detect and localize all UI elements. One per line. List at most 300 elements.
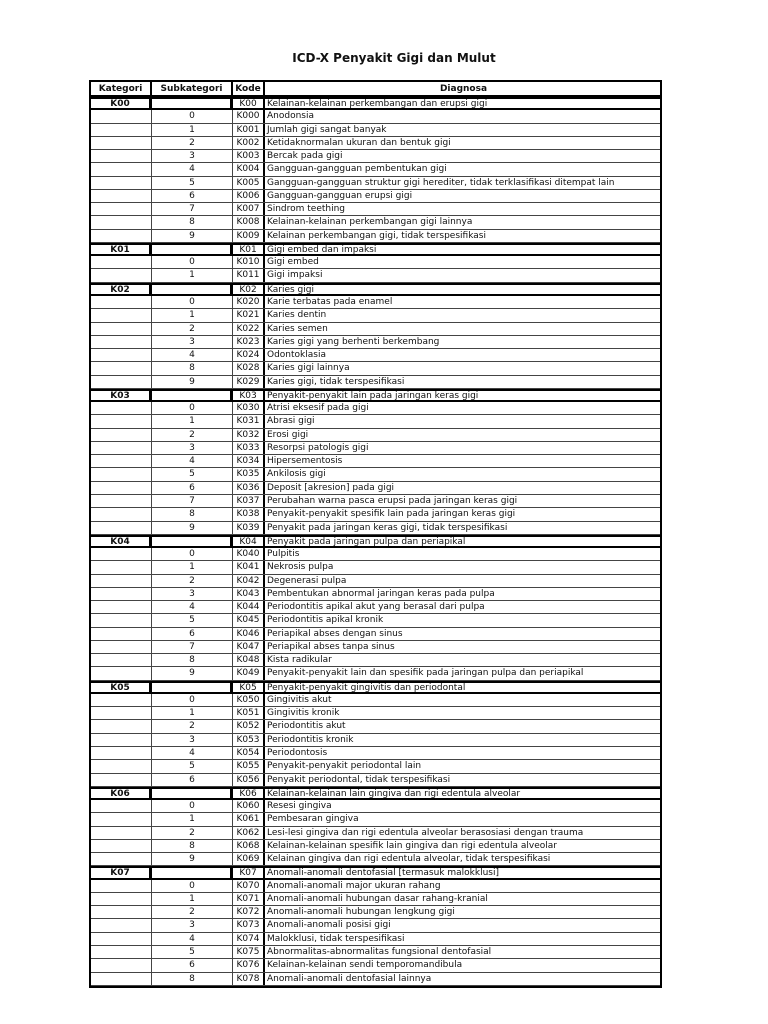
- table-row: [91, 376, 660, 389]
- diagnosis: Pembesaran gingiva: [267, 814, 359, 825]
- category-empty: [91, 973, 152, 985]
- category-empty: [91, 137, 152, 149]
- category-code: K05: [91, 683, 152, 692]
- subcategory: 9: [152, 522, 233, 534]
- code: K020: [233, 296, 265, 308]
- code: K030: [233, 402, 265, 414]
- code: K042: [233, 575, 265, 587]
- subcategory: 0: [152, 256, 233, 268]
- category-empty: [91, 946, 152, 958]
- table-row: [91, 561, 660, 574]
- table-row: [91, 601, 660, 614]
- diagnosis: Resesi gingiva: [267, 801, 332, 812]
- category-empty: [91, 522, 152, 534]
- category-row: [91, 535, 660, 548]
- table-row: [91, 614, 660, 627]
- diagnosis: Gigi embed: [267, 257, 319, 268]
- table-row: [91, 203, 660, 216]
- category-empty: [91, 813, 152, 825]
- code: K075: [233, 946, 265, 958]
- diagnosis: Periodontitis akut: [267, 721, 346, 732]
- subcategory: 4: [152, 601, 233, 613]
- subcategory: 2: [152, 906, 233, 918]
- code: K044: [233, 601, 265, 613]
- code: K022: [233, 323, 265, 335]
- table-row: [91, 853, 660, 866]
- category-empty: [91, 628, 152, 640]
- subcategory: 1: [152, 707, 233, 719]
- category-empty: [91, 919, 152, 931]
- subcategory: 7: [152, 495, 233, 507]
- table-row: [91, 522, 660, 535]
- code: K029: [233, 376, 265, 388]
- code: K061: [233, 813, 265, 825]
- table-row: [91, 946, 660, 959]
- code: K039: [233, 522, 265, 534]
- subcategory: 6: [152, 628, 233, 640]
- diagnosis: Lesi-lesi gingiva dan rigi edentula alveolar berasosiasi dengan trauma: [267, 827, 584, 838]
- subcategory: 6: [152, 959, 233, 971]
- table-row: [91, 362, 660, 375]
- category-empty: [91, 588, 152, 600]
- category-empty: [91, 760, 152, 772]
- table-row: [91, 641, 660, 654]
- document-title: ICD-X Penyakit Gigi dan Mulut: [292, 51, 496, 65]
- code: K046: [233, 628, 265, 640]
- code: K021: [233, 309, 265, 321]
- header-diagnosa: Diagnosa: [439, 84, 488, 94]
- subcategory: 3: [152, 336, 233, 348]
- subcategory-empty: [152, 683, 233, 692]
- category-empty: [91, 880, 152, 892]
- diagnosis: Gangguan-gangguan erupsi gigi: [267, 190, 413, 201]
- code: K023: [233, 336, 265, 348]
- diagnosis: Jumlah gigi sangat banyak: [267, 124, 387, 135]
- diagnosis: Kelainan-kelainan spesifik lain gingiva dan rigi edentula alveolar: [267, 840, 557, 851]
- category-empty: [91, 774, 152, 786]
- category-empty: [91, 906, 152, 918]
- table-row: [91, 840, 660, 853]
- category-empty: [91, 575, 152, 587]
- code: K053: [233, 734, 265, 746]
- category-empty: [91, 442, 152, 454]
- diagnosis: Anomali-anomali hubungan dasar rahang-kranial: [267, 893, 488, 904]
- category-empty: [91, 269, 152, 281]
- subcategory: 9: [152, 376, 233, 388]
- subcategory: 9: [152, 853, 233, 865]
- table-row: [91, 919, 660, 932]
- diagnosis: Kelainan-kelainan sendi temporomandibula: [267, 960, 463, 971]
- category-empty: [91, 296, 152, 308]
- category-empty: [91, 203, 152, 215]
- table-row: [91, 893, 660, 906]
- subcategory: 5: [152, 760, 233, 772]
- code: K009: [233, 230, 265, 242]
- code: K054: [233, 747, 265, 759]
- category-empty: [91, 720, 152, 732]
- subcategory: 8: [152, 654, 233, 666]
- subcategory: 4: [152, 747, 233, 759]
- table-row: [91, 734, 660, 747]
- table-header: [91, 82, 660, 97]
- table-row: [91, 177, 660, 190]
- code: K045: [233, 614, 265, 626]
- diagnosis: Penyakit-penyakit periodontal lain: [267, 761, 422, 772]
- code: K035: [233, 468, 265, 480]
- category-empty: [91, 468, 152, 480]
- category-empty: [91, 110, 152, 122]
- code: K06: [233, 789, 265, 798]
- table-row: [91, 415, 660, 428]
- code: K074: [233, 933, 265, 945]
- code: K055: [233, 760, 265, 772]
- diagnosis: Kelainan-kelainan perkembangan dan erupsi gigi: [267, 99, 488, 109]
- category-empty: [91, 323, 152, 335]
- category-row: [91, 283, 660, 296]
- table-row: [91, 402, 660, 415]
- category-empty: [91, 641, 152, 653]
- diagnosis: Karies gigi lainnya: [267, 363, 350, 374]
- category-row: [91, 787, 660, 800]
- category-empty: [91, 216, 152, 228]
- subcategory: 4: [152, 349, 233, 361]
- category-empty: [91, 959, 152, 971]
- subcategory: 8: [152, 362, 233, 374]
- diagnosis: Gigi impaksi: [267, 270, 323, 281]
- code: K00: [233, 99, 265, 108]
- category-empty: [91, 694, 152, 706]
- diagnosis: Gingivitis kronik: [267, 708, 340, 719]
- code: K01: [233, 245, 265, 254]
- table-row: [91, 137, 660, 150]
- code: K073: [233, 919, 265, 931]
- table-row: [91, 813, 660, 826]
- subcategory: 2: [152, 720, 233, 732]
- table-row: [91, 269, 660, 282]
- category-code: K02: [91, 285, 152, 294]
- subcategory: 9: [152, 667, 233, 679]
- category-empty: [91, 827, 152, 839]
- table-row: [91, 973, 660, 986]
- subcategory: 5: [152, 614, 233, 626]
- code: K005: [233, 177, 265, 189]
- subcategory: 5: [152, 177, 233, 189]
- diagnosis: Ankilosis gigi: [267, 469, 326, 480]
- subcategory: 1: [152, 124, 233, 136]
- table-row: [91, 323, 660, 336]
- category-empty: [91, 508, 152, 520]
- subcategory: 6: [152, 774, 233, 786]
- table-row: [91, 442, 660, 455]
- code: K011: [233, 269, 265, 281]
- category-empty: [91, 893, 152, 905]
- diagnosis: Periodontosis: [267, 748, 328, 759]
- diagnosis: Karies gigi: [267, 284, 314, 294]
- diagnosis: Anodonsia: [267, 111, 314, 122]
- table-row: [91, 429, 660, 442]
- code: K031: [233, 415, 265, 427]
- category-empty: [91, 601, 152, 613]
- table-row: [91, 959, 660, 972]
- category-code: K06: [91, 789, 152, 798]
- code: K02: [233, 285, 265, 294]
- diagnosis: Abrasi gigi: [267, 416, 315, 427]
- code: K010: [233, 256, 265, 268]
- table-row: [91, 455, 660, 468]
- table-row: [91, 760, 660, 773]
- diagnosis: Periodontitis kronik: [267, 734, 354, 745]
- subcategory: 1: [152, 269, 233, 281]
- table-row: [91, 216, 660, 229]
- code: K033: [233, 442, 265, 454]
- subcategory: 2: [152, 429, 233, 441]
- code: K078: [233, 973, 265, 985]
- table-row: [91, 349, 660, 362]
- table-row: [91, 774, 660, 787]
- code: K049: [233, 667, 265, 679]
- diagnosis: Karie terbatas pada enamel: [267, 296, 393, 307]
- code: K068: [233, 840, 265, 852]
- subcategory: 1: [152, 813, 233, 825]
- subcategory: 1: [152, 415, 233, 427]
- table-row: [91, 124, 660, 137]
- category-empty: [91, 707, 152, 719]
- category-row: [91, 866, 660, 879]
- diagnosis: Penyakit pada jaringan pulpa dan periapikal: [267, 536, 466, 547]
- code: K072: [233, 906, 265, 918]
- code: K056: [233, 774, 265, 786]
- table-row: [91, 694, 660, 707]
- code: K069: [233, 853, 265, 865]
- code: K060: [233, 800, 265, 812]
- code: K008: [233, 216, 265, 228]
- code: K041: [233, 561, 265, 573]
- category-empty: [91, 402, 152, 414]
- category-empty: [91, 230, 152, 242]
- code: K024: [233, 349, 265, 361]
- subcategory: 0: [152, 402, 233, 414]
- diagnosis: Anomali-anomali dentofasial lainnya: [267, 973, 432, 984]
- diagnosis: Karies dentin: [267, 310, 327, 321]
- category-empty: [91, 614, 152, 626]
- diagnosis: Penyakit-penyakit lain dan spesifik pada jaringan pulpa dan periapikal: [267, 668, 584, 679]
- subcategory: 1: [152, 893, 233, 905]
- subcategory: 0: [152, 800, 233, 812]
- category-row: [91, 389, 660, 402]
- subcategory: 1: [152, 561, 233, 573]
- subcategory-empty: [152, 868, 233, 877]
- diagnosis: Nekrosis pulpa: [267, 562, 334, 573]
- code: K004: [233, 163, 265, 175]
- diagnosis: Abnormalitas-abnormalitas fungsional dentofasial: [267, 947, 492, 957]
- table-row: [91, 880, 660, 893]
- category-empty: [91, 376, 152, 388]
- table-row: [91, 654, 660, 667]
- diagnosis: Anomali-anomali major ukuran rahang: [267, 880, 441, 891]
- category-code: K04: [91, 537, 152, 546]
- diagnosis: Periodontitis apikal akut yang berasal dari pulpa: [267, 602, 485, 613]
- subcategory: 0: [152, 296, 233, 308]
- code: K034: [233, 455, 265, 467]
- header-subkategori: Subkategori: [152, 82, 233, 95]
- code: K07: [233, 868, 265, 877]
- code: K040: [233, 548, 265, 560]
- table-row: [91, 110, 660, 123]
- subcategory: 0: [152, 880, 233, 892]
- table-row: [91, 230, 660, 243]
- category-empty: [91, 747, 152, 759]
- category-code: K07: [91, 868, 152, 877]
- table-row: [91, 508, 660, 521]
- diagnosis: Kelainan-kelainan perkembangan gigi lainnya: [267, 217, 473, 228]
- subcategory: 2: [152, 323, 233, 335]
- subcategory: 0: [152, 548, 233, 560]
- category-empty: [91, 800, 152, 812]
- diagnosis: Gangguan-gangguan struktur gigi herediter, tidak terklasifikasi ditempat lain: [267, 177, 615, 188]
- category-empty: [91, 163, 152, 175]
- diagnosis: Karies gigi, tidak terspesifikasi: [267, 376, 405, 387]
- category-empty: [91, 495, 152, 507]
- diagnosis: Odontoklasia: [267, 350, 326, 361]
- category-empty: [91, 933, 152, 945]
- category-empty: [91, 336, 152, 348]
- code: K051: [233, 707, 265, 719]
- table-row: [91, 256, 660, 269]
- code: K032: [233, 429, 265, 441]
- subcategory: 4: [152, 455, 233, 467]
- diagnosis: Gangguan-gangguan pembentukan gigi: [267, 164, 447, 175]
- code: K076: [233, 959, 265, 971]
- code: K062: [233, 827, 265, 839]
- subcategory: 3: [152, 919, 233, 931]
- icd-table: [89, 80, 662, 988]
- table-row: [91, 336, 660, 349]
- diagnosis: Penyakit-penyakit lain pada jaringan keras gigi: [267, 390, 479, 401]
- diagnosis: Penyakit-penyakit gingivitis dan periodontal: [267, 682, 466, 692]
- subcategory-empty: [152, 245, 233, 254]
- subcategory: 3: [152, 150, 233, 162]
- code: K007: [233, 203, 265, 215]
- subcategory: 1: [152, 309, 233, 321]
- code: K04: [233, 537, 265, 546]
- diagnosis: Degenerasi pulpa: [267, 575, 347, 586]
- table-row: [91, 667, 660, 680]
- code: K071: [233, 893, 265, 905]
- diagnosis: Periodontitis apikal kronik: [267, 615, 384, 626]
- table-row: [91, 495, 660, 508]
- code: K037: [233, 495, 265, 507]
- category-empty: [91, 853, 152, 865]
- diagnosis: Atrisi eksesif pada gigi: [267, 403, 369, 414]
- category-row: [91, 243, 660, 256]
- category-empty: [91, 124, 152, 136]
- table-row: [91, 906, 660, 919]
- category-empty: [91, 548, 152, 560]
- diagnosis: Sindrom teething: [267, 204, 346, 215]
- diagnosis: Anomali-anomali dentofasial [termasuk malokklusi]: [267, 868, 499, 878]
- code: K036: [233, 482, 265, 494]
- subcategory: 4: [152, 933, 233, 945]
- code: K05: [233, 683, 265, 692]
- subcategory: 5: [152, 468, 233, 480]
- table-row: [91, 720, 660, 733]
- subcategory: 4: [152, 163, 233, 175]
- diagnosis: Resorpsi patologis gigi: [267, 442, 369, 453]
- code: K028: [233, 362, 265, 374]
- subcategory: 2: [152, 575, 233, 587]
- code: K070: [233, 880, 265, 892]
- diagnosis: Kista radikular: [267, 655, 332, 666]
- table-row: [91, 747, 660, 760]
- category-code: K03: [91, 391, 152, 400]
- code: K048: [233, 654, 265, 666]
- category-empty: [91, 840, 152, 852]
- code: K001: [233, 124, 265, 136]
- code: K043: [233, 588, 265, 600]
- table-row: [91, 163, 660, 176]
- subcategory: 3: [152, 442, 233, 454]
- subcategory: 8: [152, 840, 233, 852]
- subcategory-empty: [152, 99, 233, 108]
- category-empty: [91, 734, 152, 746]
- table-row: [91, 548, 660, 561]
- diagnosis: Malokklusi, tidak terspesifikasi: [267, 933, 405, 944]
- table-row: [91, 296, 660, 309]
- code: K052: [233, 720, 265, 732]
- subcategory: 8: [152, 973, 233, 985]
- category-empty: [91, 349, 152, 361]
- code: K03: [233, 391, 265, 400]
- header-kategori: Kategori: [91, 82, 152, 95]
- code: K047: [233, 641, 265, 653]
- subcategory-empty: [152, 537, 233, 546]
- diagnosis: Penyakit periodontal, tidak terspesifikasi: [267, 774, 451, 785]
- diagnosis: Gigi embed dan impaksi: [267, 244, 377, 255]
- diagnosis: Gingivitis akut: [267, 694, 332, 705]
- diagnosis: Ketidaknormalan ukuran dan bentuk gigi: [267, 137, 451, 148]
- diagnosis: Periapikal abses dengan sinus: [267, 628, 403, 639]
- subcategory-empty: [152, 285, 233, 294]
- category-empty: [91, 177, 152, 189]
- subcategory: 7: [152, 203, 233, 215]
- table-row: [91, 707, 660, 720]
- table-row: [91, 190, 660, 203]
- table-row: [91, 933, 660, 946]
- category-row: [91, 681, 660, 694]
- code: K006: [233, 190, 265, 202]
- subcategory: 6: [152, 190, 233, 202]
- diagnosis: Karies gigi yang berhenti berkembang: [267, 336, 440, 347]
- subcategory: 8: [152, 508, 233, 520]
- category-empty: [91, 362, 152, 374]
- subcategory: 3: [152, 588, 233, 600]
- code: K000: [233, 110, 265, 122]
- subcategory: 9: [152, 230, 233, 242]
- subcategory: 7: [152, 641, 233, 653]
- category-code: K00: [91, 99, 152, 108]
- diagnosis: Kelainan perkembangan gigi, tidak terspesifikasi: [267, 230, 486, 241]
- subcategory: 8: [152, 216, 233, 228]
- category-empty: [91, 415, 152, 427]
- category-code: K01: [91, 245, 152, 254]
- table-row: [91, 468, 660, 481]
- table-row: [91, 588, 660, 601]
- table-row: [91, 628, 660, 641]
- category-empty: [91, 256, 152, 268]
- diagnosis: Erosi gigi: [267, 429, 309, 440]
- table-row: [91, 482, 660, 495]
- diagnosis: Anomali-anomali posisi gigi: [267, 920, 391, 931]
